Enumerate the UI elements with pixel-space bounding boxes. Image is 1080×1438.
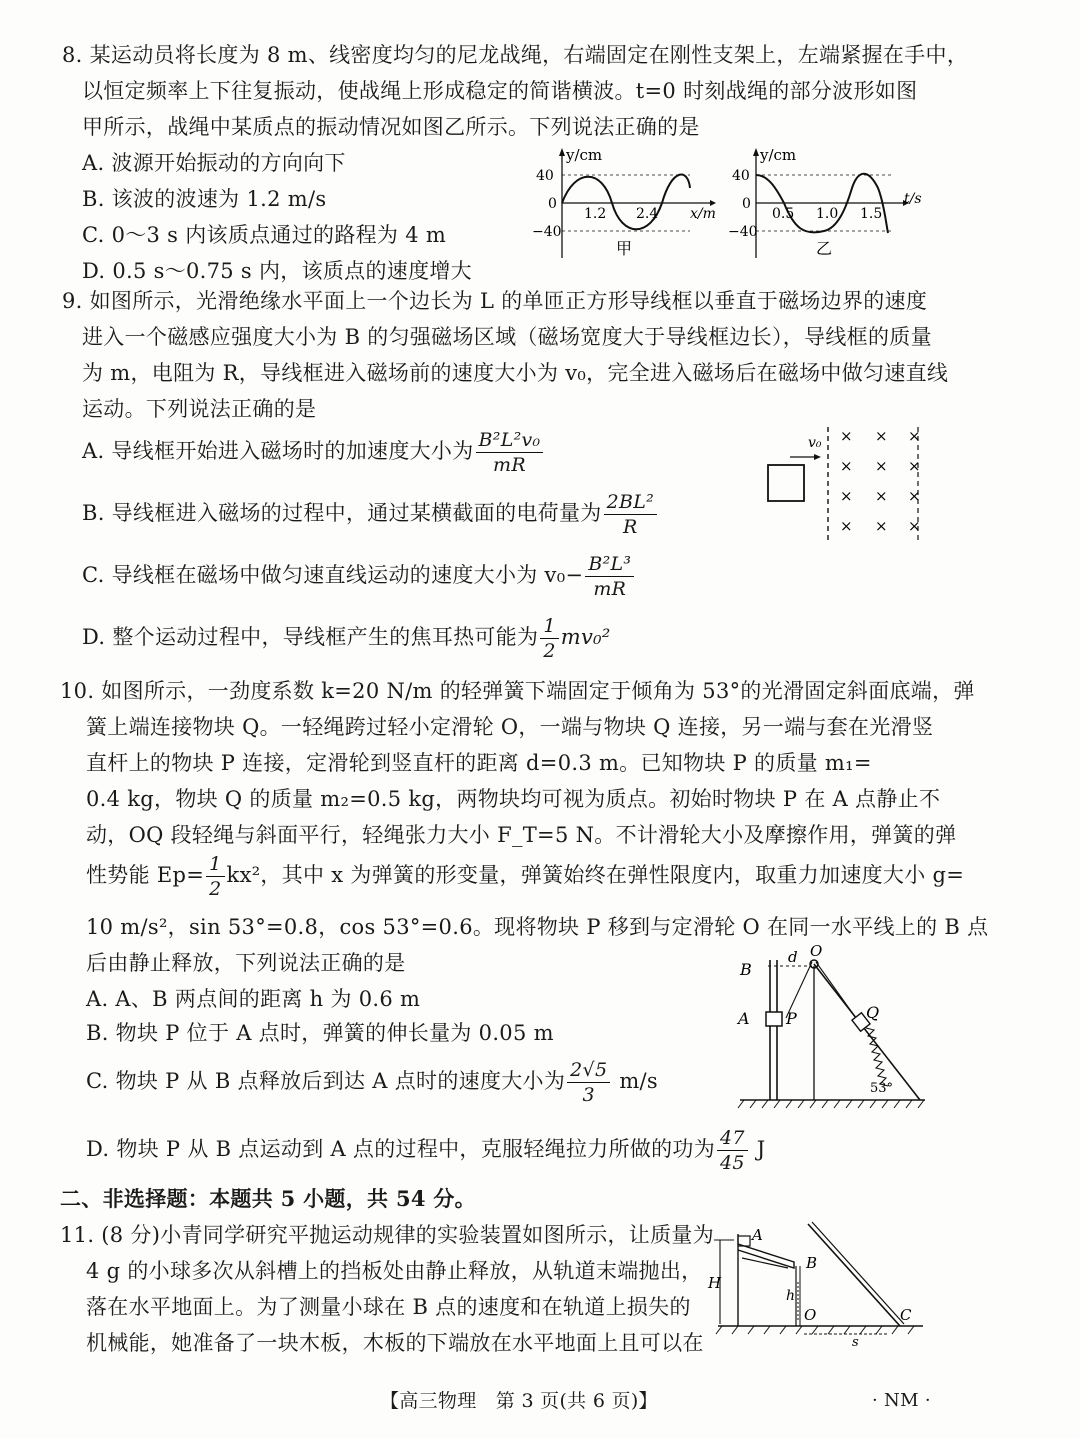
yi-tick-1: 0.5 <box>772 206 795 222</box>
footer-code: · NM · <box>872 1390 931 1411</box>
label-a: A <box>738 1009 750 1028</box>
yi-caption: 乙 <box>816 239 833 258</box>
yi-ylabel: y/cm <box>760 146 797 164</box>
q10-line-6-fraction <box>206 852 224 901</box>
q10-option-b: B. 物块 P 位于 A 点时，弹簧的伸长量为 0.05 m <box>86 1021 554 1045</box>
magnetic-field-figure <box>760 425 930 545</box>
field-cross-mark: × <box>908 457 921 475</box>
field-cross-mark: × <box>875 457 888 475</box>
label-d: d <box>788 948 798 966</box>
q9-option-c-fraction <box>585 552 634 601</box>
velocity-label: v₀ <box>808 435 822 451</box>
q10-line-6a: 性势能 Ep= <box>86 863 205 887</box>
section-2-heading: 二、非选择题：本题共 5 小题，共 54 分。 <box>60 1186 476 1211</box>
q10-option-c <box>86 1058 658 1107</box>
q9-option-a-fraction <box>476 428 544 477</box>
q10-option-c-tail: m/s <box>612 1069 658 1093</box>
q11-line-1: 11. (8 分)小青同学研究平抛运动规律的实验装置如图所示，让质量为 <box>60 1223 714 1247</box>
q9-line-4: 运动。下列说法正确的是 <box>82 397 317 421</box>
label-angle: 53° <box>870 1081 894 1096</box>
q9-line-2: 进入一个磁感应强度大小为 B 的匀强磁场区域（磁场宽度大于导线框边长），导线框的质量 <box>82 325 932 349</box>
q9-option-c-den: mR <box>593 578 627 600</box>
field-cross-mark: × <box>840 457 853 475</box>
q9-option-d-num: 1 <box>540 614 558 639</box>
q11-label-s: s <box>852 1335 859 1350</box>
yi-tick-3: 1.5 <box>860 206 883 222</box>
q11-line-3: 落在水平地面上。为了测量小球在 B 点的速度和在轨道上损失的 <box>86 1295 691 1319</box>
jia-tick-2: 2.4 <box>636 206 659 222</box>
pulley-incline-figure <box>730 942 930 1110</box>
yi-xlabel: t/s <box>904 191 922 207</box>
q9-option-d-fraction <box>540 614 558 663</box>
jia-tick-1: 1.2 <box>584 206 607 222</box>
yi-y-neg: −40 <box>728 224 758 240</box>
q9-option-d-den: 2 <box>543 640 556 662</box>
q11-label-c: C <box>900 1306 912 1324</box>
q11-label-o: O <box>804 1306 817 1324</box>
q10-option-d-text: D. 物块 P 从 B 点运动到 A 点的过程中，克服轻绳拉力所做的功为 <box>86 1137 716 1161</box>
q9-option-d-text: D. 整个运动过程中，导线框产生的焦耳热可能为 <box>82 625 539 649</box>
page-footer: 【高三物理 第 3 页(共 6 页)】 <box>380 1390 658 1412</box>
q9-option-c <box>82 552 636 601</box>
label-p: P <box>786 1009 797 1028</box>
yi-y-zero: 0 <box>742 196 751 212</box>
field-cross-mark: × <box>875 427 888 445</box>
field-marks <box>840 427 921 535</box>
q10-option-d-tail: J <box>749 1137 766 1161</box>
q9-option-a <box>82 428 545 477</box>
field-cross-mark: × <box>840 427 853 445</box>
label-o: O <box>810 942 823 960</box>
jia-y-pos: 40 <box>536 168 554 184</box>
q9-option-b <box>82 490 659 539</box>
q11-line-4: 机械能，她准备了一块木板，木板的下端放在水平地面上且可以在 <box>86 1331 704 1355</box>
q8-option-c: C. 0～3 s 内该质点通过的路程为 4 m <box>82 223 447 247</box>
q10-line-1: 10. 如图所示，一劲度系数 k=20 N/m 的轻弹簧下端固定于倾角为 53°的光滑固定斜面底端，弹 <box>60 679 975 703</box>
vibration-figure-yi <box>728 148 928 263</box>
yi-y-pos: 40 <box>732 168 750 184</box>
q9-option-b-fraction <box>604 490 658 539</box>
q8-option-d: D. 0.5 s～0.75 s 内，该质点的速度增大 <box>82 259 472 283</box>
q9-option-c-num: B²L³ <box>585 552 634 577</box>
projectile-figure <box>708 1222 930 1352</box>
q9-option-c-text: C. 导线框在磁场中做匀速直线运动的速度大小为 v₀− <box>82 563 584 587</box>
q9-line-3: 为 m，电阻为 R，导线框进入磁场前的速度大小为 v₀，完全进入磁场后在磁场中做匀速直线 <box>82 361 949 385</box>
field-cross-mark: × <box>908 427 921 445</box>
wave-figure-jia <box>530 148 720 263</box>
q11-label-a: A <box>752 1226 763 1244</box>
q10-line-6-num: 1 <box>206 852 224 877</box>
q10-line-5: 动，OQ 段轻绳与斜面平行，轻绳张力大小 F_T=5 N。不计滑轮大小及摩擦作用，弹簧的弹 <box>86 823 957 847</box>
q10-option-a: A. A、B 两点间的距离 h 为 0.6 m <box>86 987 421 1011</box>
q10-line-3: 直杆上的物块 P 连接，定滑轮到竖直杆的距离 d=0.3 m。已知物块 P 的质量 m₁= <box>86 751 872 775</box>
jia-caption: 甲 <box>616 239 633 258</box>
q8-line-3: 甲所示，战绳中某质点的振动情况如图乙所示。下列说法正确的是 <box>82 115 700 139</box>
q10-option-d-num: 47 <box>717 1126 748 1151</box>
q10-line-6-den: 2 <box>209 878 222 900</box>
q9-option-b-num: 2BL² <box>604 490 658 515</box>
q9-option-a-num: B²L²v₀ <box>476 428 544 453</box>
field-cross-mark: × <box>908 517 921 535</box>
q10-line-2: 簧上端连接物块 Q。一轻绳跨过轻小定滑轮 O，一端与物块 Q 连接，另一端与套在光滑竖 <box>86 715 934 739</box>
q10-option-d-fraction <box>717 1126 748 1175</box>
q9-option-a-den: mR <box>493 454 526 476</box>
q11-line-2: 4 g 的小球多次从斜槽上的挡板处由静止释放，从轨道末端抛出， <box>86 1259 703 1283</box>
q9-line-1: 9. 如图所示，光滑绝缘水平面上一个边长为 L 的单匝正方形导线框以垂直于磁场边界的速度 <box>62 289 928 313</box>
jia-y-neg: −40 <box>532 224 562 240</box>
q8-line-2: 以恒定频率上下往复振动，使战绳上形成稳定的简谐横波。t=0 时刻战绳的部分波形如图 <box>82 79 918 103</box>
field-cross-mark: × <box>840 487 853 505</box>
q10-option-d-den: 45 <box>720 1152 745 1174</box>
q11-label-h-small: h <box>786 1288 796 1304</box>
q10-option-d <box>86 1126 766 1175</box>
q9-option-b-text: B. 导线框进入磁场的过程中，通过某横截面的电荷量为 <box>82 501 602 525</box>
q10-line-7: 10 m/s²，sin 53°=0.8，cos 53°=0.6。现将物块 P 移到与定滑轮 O 在同一水平线上的 B 点 <box>86 915 989 939</box>
jia-y-zero: 0 <box>548 196 557 212</box>
q8-option-b: B. 该波的波速为 1.2 m/s <box>82 187 327 211</box>
q9-option-a-text: A. 导线框开始进入磁场时的加速度大小为 <box>82 439 474 463</box>
q8-line-1: 8. 某运动员将长度为 8 m、线密度均匀的尼龙战绳，右端固定在刚性支架上，左端紧握在手中， <box>62 43 969 67</box>
q10-option-c-text: C. 物块 P 从 B 点释放后到达 A 点时的速度大小为 <box>86 1069 566 1093</box>
label-b: B <box>740 960 752 979</box>
q11-label-h-big: H <box>708 1274 722 1292</box>
q9-option-d-tail: mv₀² <box>560 625 611 649</box>
q10-option-c-num: 2√5 <box>567 1058 610 1083</box>
field-cross-mark: × <box>840 517 853 535</box>
q10-line-6b: kx²，其中 x 为弹簧的形变量，弹簧始终在弹性限度内，取重力加速度大小 g= <box>226 863 965 887</box>
q10-line-6 <box>86 852 964 901</box>
q10-option-c-den: 3 <box>582 1084 595 1106</box>
q9-option-b-den: R <box>623 516 638 538</box>
jia-ylabel: y/cm <box>566 146 603 164</box>
q10-option-c-fraction <box>567 1058 610 1107</box>
q10-line-8: 后由静止释放，下列说法正确的是 <box>86 951 406 975</box>
label-q: Q <box>866 1003 880 1022</box>
field-cross-mark: × <box>875 517 888 535</box>
q9-option-d <box>82 614 611 663</box>
field-cross-mark: × <box>875 487 888 505</box>
yi-tick-2: 1.0 <box>816 206 839 222</box>
q10-line-4: 0.4 kg，物块 Q 的质量 m₂=0.5 kg，两物块均可视为质点。初始时物块 P 在 A 点静止不 <box>86 787 941 811</box>
q8-option-a: A. 波源开始振动的方向向下 <box>82 151 346 175</box>
jia-xlabel: x/m <box>690 206 716 222</box>
field-cross-mark: × <box>908 487 921 505</box>
q11-label-b: B <box>806 1254 818 1272</box>
